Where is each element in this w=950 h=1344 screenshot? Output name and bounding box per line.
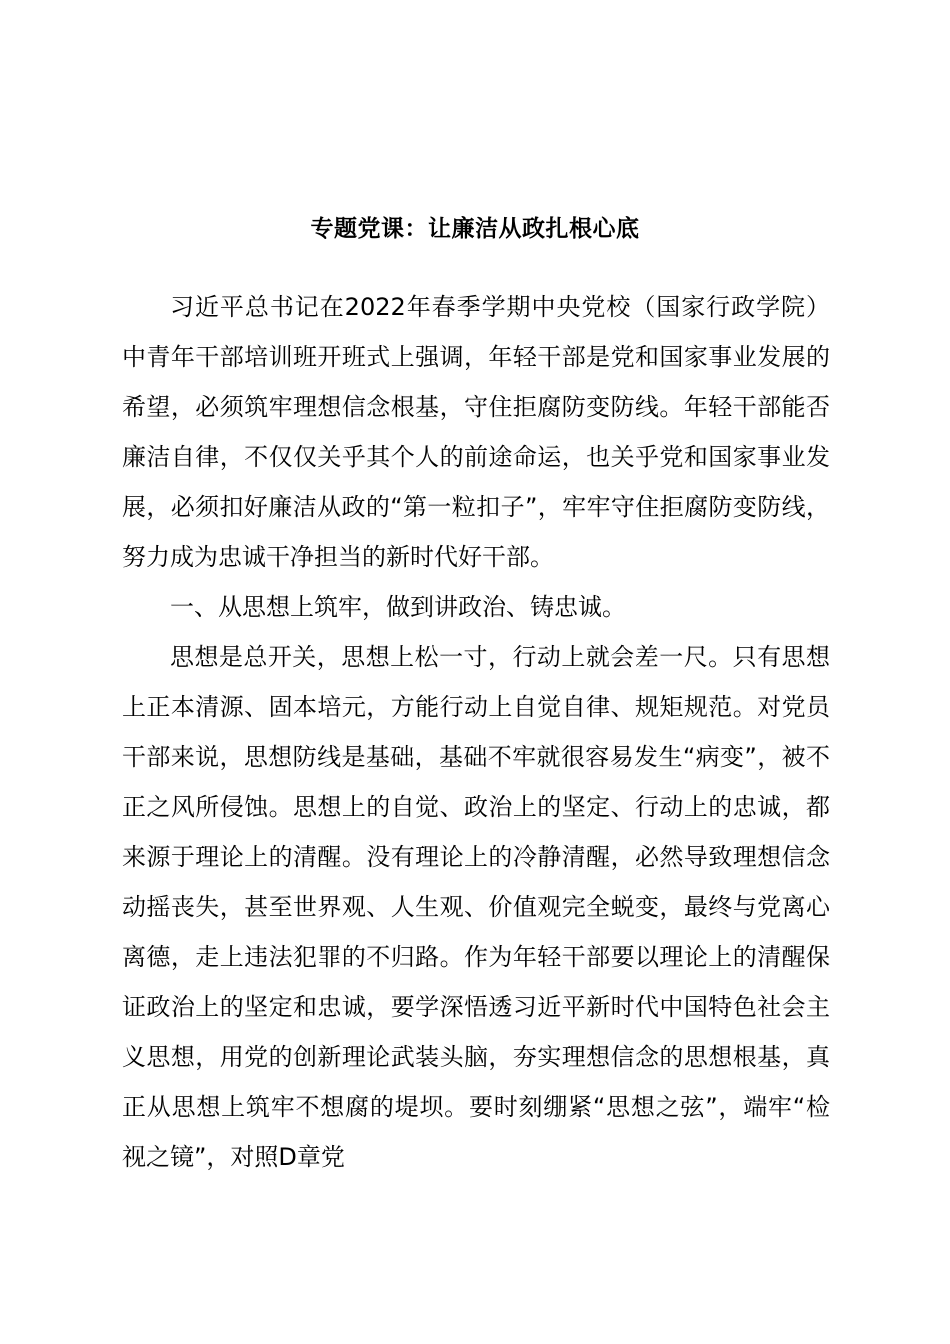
paragraph-intro: 习近平总书记在2022年春季学期中央党校（国家行政学院）中青年干部培训班开班式上强调，年轻干部是党和国家事业发展的希望，必须筑牢理想信念根基，守住拒腐防变防线。年轻干部能否廉洁自律，不仅仅关乎其个人的前途命运，也关乎党和国家事业发展，必须扣好廉洁从政的“第一粒扣子”，牢牢守住拒腐防变防线，努力成为忠诚干净担当的新时代好干部。 xyxy=(122,293,830,571)
section-heading-1: 一、从思想上筑牢，做到讲政治、铸忠诚。 xyxy=(170,593,626,621)
paragraph-section-1: 思想是总开关，思想上松一寸，行动上就会差一尺。只有思想上正本清源、固本培元，方能行动上自觉自律、规矩规范。对党员干部来说，思想防线是基础，基础不牢就很容易发生“病变”，被不正之风所侵蚀。思想上的自觉、政治上的坚定、行动上的忠诚，都来源于理论上的清醒。没有理论上的冷静清醒，必然导致理想信念动摇丧失，甚至世界观、人生观、价值观完全蜕变，最终与党离心离德，走上违法犯罪的不归路。作为年轻干部要以理论上的清醒保证政治上的坚定和忠诚，要学深悟透习近平新时代中国特色社会主义思想，用党的创新理论武装头脑，夯实理想信念的思想根基，真正从思想上筑牢不想腐的堤坝。要时刻绷紧“思想之弦”，端牢“检视之镜”，对照D章党 xyxy=(122,643,830,1171)
document-body xyxy=(122,282,830,1182)
document-title: 专题党课：让廉洁从政扎根心底 xyxy=(310,216,640,242)
